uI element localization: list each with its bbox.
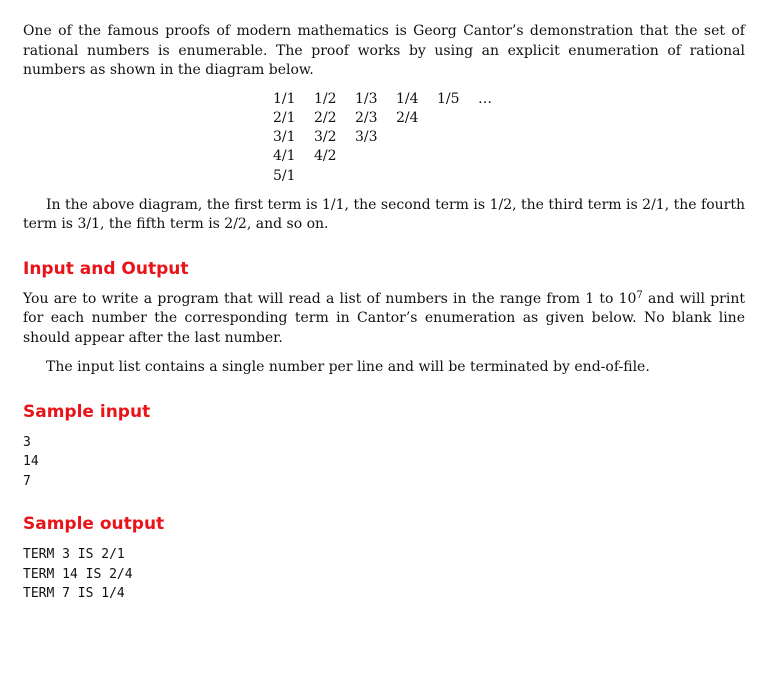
- input-format-paragraph: The input list contains a single number per line and will be terminated by end-of-file.: [46, 359, 650, 376]
- diagram-cell: 2/1: [273, 109, 296, 126]
- sample-output-block: [23, 545, 745, 604]
- diagram-ellipsis: …: [478, 90, 493, 107]
- diagram-cell: 4/2: [314, 148, 337, 165]
- explanation-paragraph: In the above diagram, the first term is 1/1, the second term is 1/2, the third term is 2/1, the fourth term is 3/1, the fifth term is 2/2, and so on.: [23, 196, 745, 233]
- diagram-row: [273, 128, 745, 147]
- sample-input-heading: Sample input: [23, 401, 151, 422]
- diagram-cell: 2/4: [396, 109, 419, 126]
- io-exponent: 7: [636, 289, 643, 301]
- diagram-cell: 3/3: [355, 129, 378, 146]
- sample-input-line: 7: [23, 473, 31, 489]
- sample-output-heading: Sample output: [23, 514, 165, 535]
- sample-output-line: TERM 3 IS 2/1: [23, 547, 125, 563]
- io-paragraph: [23, 290, 745, 349]
- sample-input-block: [23, 433, 745, 492]
- diagram-cell: 2/2: [314, 109, 337, 126]
- cantor-diagram: [273, 90, 745, 186]
- io-text-start: You are to write a program that will read a list of numbers in the range from 1 to 10: [23, 290, 637, 307]
- diagram-cell: 1/4: [396, 90, 419, 107]
- intro-paragraph: One of the famous proofs of modern mathematics is Georg Cantor’s demonstration that the set of rational numbers is enumerable. The proof works by using an explicit enumeration of rational numbers as shown in the diagram below.: [23, 23, 745, 78]
- sample-output-line: TERM 7 IS 1/4: [23, 586, 125, 602]
- diagram-row: [273, 147, 745, 166]
- diagram-row: [273, 90, 745, 109]
- sample-input-line: 14: [23, 454, 39, 470]
- diagram-row: [273, 109, 745, 128]
- diagram-cell: 3/2: [314, 129, 337, 146]
- io-heading: Input and Output: [23, 258, 189, 279]
- io-text-end: and will print for each number the corresponding term in Cantor’s enumeration as given below. No blank line should appear after the last number.: [23, 290, 745, 346]
- diagram-cell: 4/1: [273, 148, 296, 165]
- diagram-cell: 1/2: [314, 90, 337, 107]
- diagram-cell: 1/3: [355, 90, 378, 107]
- problem-statement: [23, 22, 745, 604]
- diagram-cell: 1/1: [273, 90, 296, 107]
- diagram-cell: 1/5: [437, 90, 460, 107]
- sample-output-line: TERM 14 IS 2/4: [23, 566, 133, 582]
- diagram-cell: 3/1: [273, 129, 296, 146]
- sample-input-line: 3: [23, 434, 31, 450]
- diagram-cell: 5/1: [273, 167, 296, 184]
- diagram-cell: 2/3: [355, 109, 378, 126]
- diagram-row: [273, 167, 745, 186]
